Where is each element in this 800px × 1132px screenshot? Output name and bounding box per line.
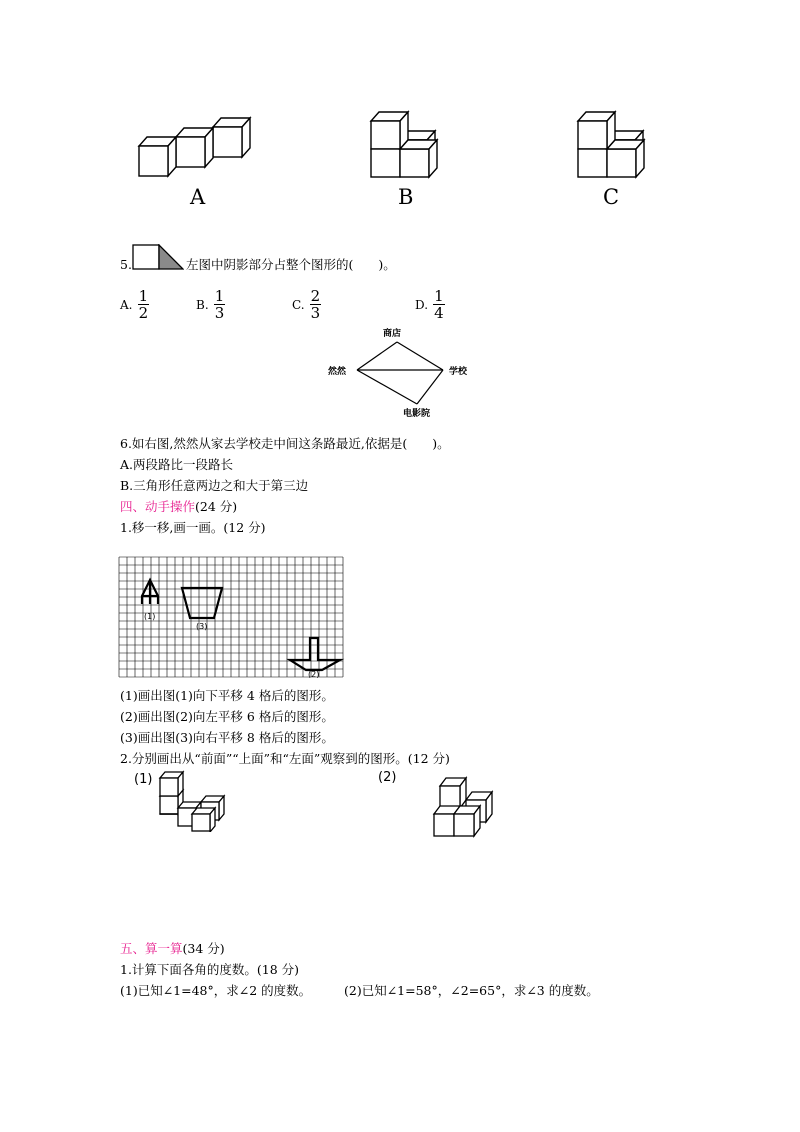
cube-figure-c xyxy=(578,112,644,177)
q4-1-item-3: (3)画出图(3)向右平移 8 格后的图形。 xyxy=(120,730,334,745)
map-label-cinema: 电影院 xyxy=(403,409,431,419)
grid-figure-2 xyxy=(290,638,340,670)
section5-title: 五、算一算 xyxy=(120,941,183,956)
q5-option-d-fraction xyxy=(433,288,445,321)
figure-label-c: C xyxy=(603,185,620,209)
map-label-ranran: 然然 xyxy=(328,367,347,377)
q5-option-b xyxy=(196,288,225,321)
map-label-school: 学校 xyxy=(449,367,468,377)
section4-title: 四、动手操作 xyxy=(120,499,196,514)
q5-question: 左图中阴影部分占整个图形的( )。 xyxy=(186,257,396,272)
fraction-numerator: 1 xyxy=(434,287,444,305)
grid-figure-1 xyxy=(142,580,158,604)
section5-heading xyxy=(120,941,225,957)
q4-2-title: 2.分别画出从“前面”“上面”和“左面”观察到的图形。(12 分) xyxy=(120,751,450,766)
q4-1-item-1: (1)画出图(1)向下平移 4 格后的图形。 xyxy=(120,688,334,703)
q5-1-part-1: (1)已知∠1=48°，求∠2 的度数。 xyxy=(120,983,312,998)
q6-option-b: B.三角形任意两边之和大于第三边 xyxy=(120,478,309,493)
q6-question: 6.如右图,然然从家去学校走中间这条路最近,依据是( )。 xyxy=(120,436,450,451)
q5-option-b-fraction xyxy=(214,288,226,321)
fraction-denominator: 3 xyxy=(214,304,225,322)
q4-2-figure-1 xyxy=(156,770,236,832)
q5-option-d-label: D. xyxy=(415,298,429,312)
cube-figure-a xyxy=(139,118,250,176)
fraction-denominator: 4 xyxy=(434,304,444,322)
q5-option-a-fraction xyxy=(138,288,150,321)
fraction-denominator: 2 xyxy=(138,304,149,322)
q5-number: 5. xyxy=(120,257,132,272)
q5-option-a-label: A. xyxy=(120,298,133,312)
q4-2-label-2: (2) xyxy=(378,770,397,785)
section4-score: (24 分) xyxy=(195,499,238,514)
q5-option-c-fraction xyxy=(310,288,322,321)
translation-grid xyxy=(118,556,348,678)
grid-figure-3 xyxy=(182,588,222,618)
q5-option-b-label: B. xyxy=(196,298,209,312)
section4-heading xyxy=(120,499,237,515)
q5-option-c xyxy=(292,288,321,321)
q5-1-part-2: (2)已知∠1=58°，∠2=65°，求∠3 的度数。 xyxy=(344,983,599,998)
q4-2-label-1: (1) xyxy=(134,772,153,787)
cube-figure-b xyxy=(371,112,437,177)
map-label-shop: 商店 xyxy=(383,329,402,339)
q5-shaded-shape xyxy=(132,244,184,270)
grid-label-2: (2) xyxy=(308,670,320,678)
q5-1-title: 1.计算下面各角的度数。(18 分) xyxy=(120,962,300,977)
fraction-denominator: 3 xyxy=(310,304,321,322)
figure-label-a: A xyxy=(190,185,206,209)
fraction-numerator: 1 xyxy=(214,287,225,305)
route-map xyxy=(325,322,485,420)
q4-2-figure-2 xyxy=(430,774,496,838)
q6-option-a: A.两段路比一段路长 xyxy=(120,457,234,472)
grid-label-1: (1) xyxy=(144,612,156,621)
q5-option-c-label: C. xyxy=(292,298,305,312)
grid-label-3: (3) xyxy=(196,622,208,631)
section5-score: (34 分) xyxy=(182,941,225,956)
fraction-numerator: 2 xyxy=(310,287,321,305)
fraction-numerator: 1 xyxy=(138,287,149,305)
q4-1-item-2: (2)画出图(2)向左平移 6 格后的图形。 xyxy=(120,709,334,724)
q5-option-a xyxy=(120,288,149,321)
figure-label-b: B xyxy=(398,185,414,209)
q5-option-d xyxy=(415,288,445,321)
q4-1-title: 1.移一移,画一画。(12 分) xyxy=(120,520,266,535)
